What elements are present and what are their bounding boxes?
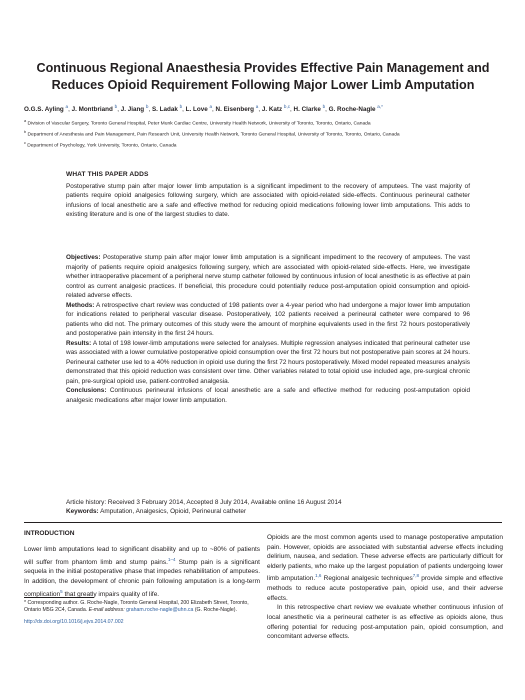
citation-link[interactable]: 5 bbox=[60, 588, 63, 594]
abstract-methods: Methods: A retrospective chart review was conducted of 198 patients over a 4-year period who had undergone a major lower limb amputation for indications related to peripheral vascular disease. Postoperatively, 102 patients received a perineural catheter were compared to 96 patients who did not. The primary outcomes of this study were the amount of morphine equivalents used in the first 72 hours postoperatively and postoperative pain intensity in the first 24 hours. bbox=[66, 301, 470, 337]
author: S. Ladak $^b$, bbox=[151, 104, 186, 114]
author: J. Katz $^{b,c}$, bbox=[261, 104, 294, 114]
affiliation: $^a$ Division of Vascular Surgery, Toronto General Hospital, Peter Munk Cardiac Centre, University Health Network, University of Toronto, Toronto, Ontario, Canada bbox=[24, 119, 371, 127]
introduction-heading: INTRODUCTION bbox=[24, 530, 75, 537]
abstract-results: Results: A total of 198 lower-limb amputations were selected for analyses. Multiple regression analyses indicated that perineural catheter use was associated with a lower cumulative postoperative opioid consumption over the first 72 hours but not postoperative pain scores at 24 hours. Perineural catheter use led to a 40% reduction in opioid use during the first 72 hours postoperatively. Mixed model repeated measures analysis demonstrated that this opioid reduction was consistent over time. Other variables related to total opioid use included age, pre-surgical chronic pain, pre-surgical opioid use, patient-controlled analgesia. bbox=[66, 339, 470, 385]
author: J. Montbriand $^b$, bbox=[71, 104, 121, 114]
author-list bbox=[24, 102, 502, 114]
affiliation-link[interactable]: a bbox=[65, 104, 69, 109]
affiliation: $^c$ Department of Psychology, York University, Toronto, Ontario, Canada bbox=[24, 140, 177, 149]
body-paragraph: Opioids are the most common agents used to manage postoperative amputation pain. However, opioids are associated with substantial adverse effects including delirium, nausea, and sedation. These adverse effects are particularly difficult for elderly patients, who make up the largest population of patients undergoing lower limb amputation.$^{1,6}$ Regional analgesic techniques$^{7,8}$ provide simple and effective methods to reduce acute postoperative pain, opioid use, and their adverse effects. bbox=[267, 534, 503, 602]
author: H. Clarke $^b$, bbox=[293, 104, 329, 114]
citation-link[interactable]: 1,6 bbox=[315, 573, 322, 579]
affiliation-link[interactable]: b bbox=[145, 104, 149, 109]
right-column bbox=[267, 533, 503, 642]
footnote-divider bbox=[24, 597, 94, 598]
affiliation-link[interactable]: b bbox=[179, 104, 183, 109]
what-this-paper-adds-text: Postoperative stump pain after major lower limb amputation is a significant impediment to the recovery of amputees. The vast majority of patients require opioid analgesics following surgery, which are associated with opioid-related side-effects. Continuous perineural catheter infusions of local anesthetic are a safe and effective method for reducing opioid medications following lower limb amputations. This adds to existing literature and is one of the largest studies to date. bbox=[66, 183, 470, 219]
introduction-paragraph: Lower limb amputations lead to significant disability and up to ~80% of patients will suffer from phantom limb and stump pains.$^{1-4}$ Stump pain is a significant sequela in the initial postoperative phase that impedes rehabilitation of amputees. In addition, the development of chronic pain following amputation is a long-term complication$^5$ that greatly impairs quality of life. bbox=[24, 546, 260, 598]
what-this-paper-adds-heading: WHAT THIS PAPER ADDS bbox=[66, 171, 149, 178]
author: J. Jiang $^b$, bbox=[120, 104, 152, 114]
abstract bbox=[66, 253, 470, 405]
article-title: Continuous Regional Anaesthesia Provides Effective Pain Management and Reduces Opioid Requirement Following Major Lower Limb Amputation bbox=[36, 61, 490, 92]
doi-link[interactable]: http://dx.doi.org/10.1016/j.ejvs.2014.07.002 bbox=[24, 619, 124, 625]
abstract-conclusions: Conclusions: Continuous perineural infusions of local anesthetic are a safe and effective method for reducing post-amputation opioid analgesic medications after major lower limb amputation. bbox=[66, 387, 470, 404]
affiliation-list bbox=[24, 118, 502, 150]
keywords: Keywords: Amputation, Analgesics, Opioid, Perineural catheter bbox=[66, 508, 247, 516]
article-info bbox=[66, 498, 470, 517]
affiliation-link[interactable]: a,* bbox=[377, 104, 383, 109]
corresponding-author-footnote: * Corresponding author. G. Roche-Nagle, Toronto General Hospital, 200 Elizabeth Street, Toronto, Ontario M5G 2C4, Canada. E-mail address: graham.roche-nagle@uhn.ca (G. Roche-Nagle). bbox=[24, 600, 249, 614]
author: G. Roche-Nagle $^{a,*}$ bbox=[328, 104, 383, 114]
affiliation-link[interactable]: b bbox=[114, 104, 118, 109]
affiliation-link[interactable]: b bbox=[322, 104, 326, 109]
citation-link[interactable]: 1–4 bbox=[167, 556, 176, 562]
abstract-objectives: Objectives: Postoperative stump pain after major lower limb amputation is a significant impediment to the recovery of amputees. The vast majority of patients require opioid analgesics following surgery, which are associated with opioid-related side-effects. Here, we investigate whether intraoperative placement of a peripheral nerve stump catheter followed by continuous infusion of local anesthetic is as effective at pain control as current analgesic practices. If beneficial, this procedure could potentially reduce post-amputation opioid consumption and opioid-related adverse effects. bbox=[66, 254, 470, 299]
affiliation-link[interactable]: a bbox=[209, 104, 213, 109]
section-divider bbox=[24, 522, 502, 523]
affiliation-link[interactable]: b,c bbox=[283, 104, 291, 109]
email-link[interactable]: graham.roche-nagle@uhn.ca bbox=[126, 607, 194, 614]
affiliation: $^b$ Department of Anesthesia and Pain Management, Pain Research Unit, University Health Network, Toronto General Hospital, University of Toronto, Toronto, Ontario, Canada bbox=[24, 129, 400, 138]
author: L. Love $^a$, bbox=[185, 104, 216, 114]
citation-link[interactable]: 7,8 bbox=[412, 573, 419, 579]
author: N. Eisenberg $^a$, bbox=[215, 104, 262, 114]
article-history: Article history: Received 3 February 2014, Accepted 8 July 2014, Available online 16 August 2014 bbox=[66, 499, 342, 506]
author: O.G.S. Ayling $^a$, bbox=[24, 104, 72, 114]
affiliation-link[interactable]: a bbox=[255, 104, 259, 109]
body-paragraph: In this retrospective chart review we evaluate whether continuous infusion of local anesthetic via a perineural catheter is as effective as opioids alone, thus offering potential for reducing post-amputation pain, opioid consumption, and concomitant adverse effects. bbox=[267, 604, 503, 641]
